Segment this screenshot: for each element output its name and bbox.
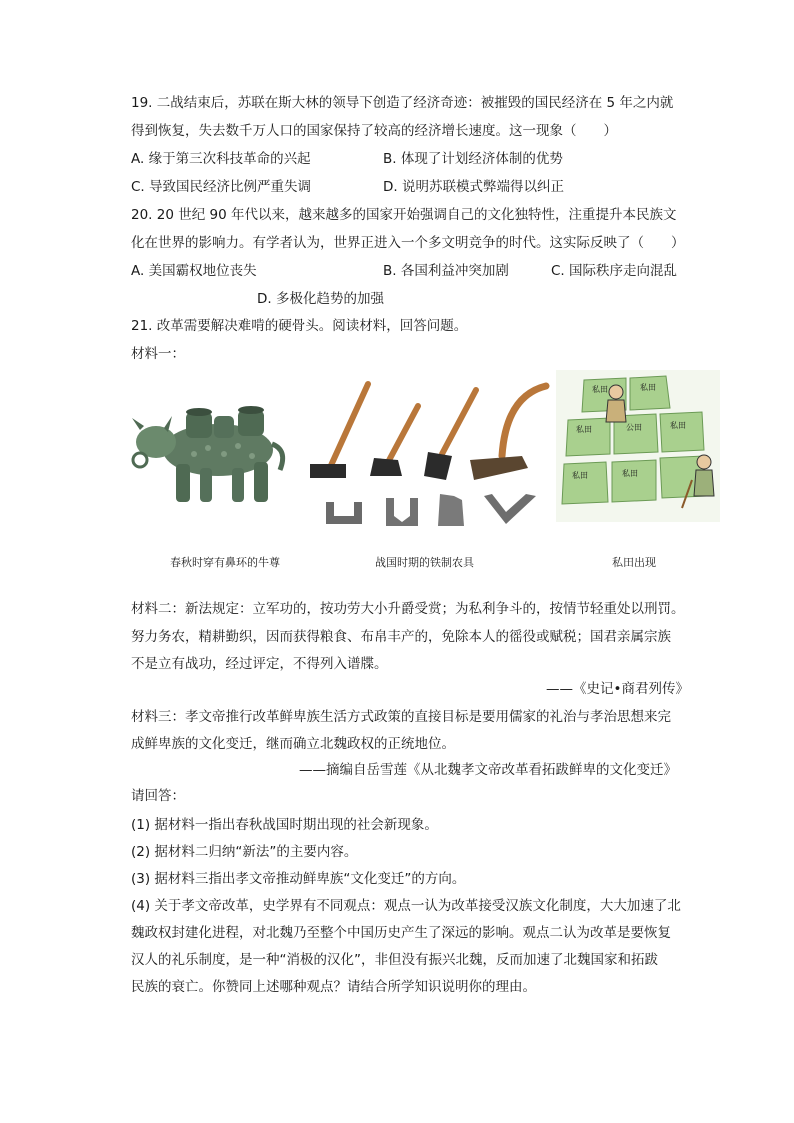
q20-option-d: D. 多极化趋势的加强 — [257, 291, 384, 307]
material-3-source: ——摘编自岳雪莲《从北魏孝文帝改革看拓跋鲜卑的文化变迁》 — [299, 762, 677, 778]
field-label-1: 私田 — [592, 385, 608, 394]
material-3-line2: 成鲜卑族的文化变迁，继而确立北魏政权的正统地位。 — [131, 736, 455, 752]
subquestion-1: (1) 据材料一指出春秋战国时期出现的社会新现象。 — [131, 817, 438, 833]
q21-intro: 21. 改革需要解决难啃的硬骨头。阅读材料，回答问题。 — [131, 318, 468, 334]
q19-stem-line1: 19. 二战结束后，苏联在斯大林的领导下创造了经济奇迹：被摧毁的国民经济在 5 年之内就 — [131, 95, 674, 111]
bronze-ox-zun-image — [128, 390, 300, 520]
field-label-2: 私田 — [640, 383, 656, 392]
subquestion-4-line1: (4) 关于孝文帝改革，史学界有不同观点：观点一认为改革接受汉族文化制度，大大加速了北 — [131, 898, 681, 914]
subquestion-2: (2) 据材料二归纳“新法”的主要内容。 — [131, 844, 358, 860]
q20-stem-line1: 20. 20 世纪 90 年代以来，越来越多的国家开始强调自己的文化独特性，注重提升本民族文 — [131, 207, 677, 223]
q19-option-c: C. 导致国民经济比例严重失调 — [131, 179, 312, 195]
field-label-7: 私田 — [622, 469, 638, 478]
material-2-line1: 材料二：新法规定：立军功的，按功劳大小升爵受赏；为私利争斗的，按情节轻重处以刑罚。 — [131, 601, 685, 617]
caption-bronze-ox: 春秋时穿有鼻环的牛尊 — [170, 556, 280, 569]
answer-prompt: 请回答： — [131, 788, 185, 804]
subquestion-4-line4: 民族的衰亡。你赞同上述哪种观点？请结合所学知识说明你的理由。 — [131, 979, 536, 995]
material-3-line1: 材料三：孝文帝推行改革鲜卑族生活方式政策的直接目标是要用儒家的礼治与孝治思想来完 — [131, 709, 671, 725]
q19-option-b: B. 体现了计划经济体制的优势 — [383, 151, 563, 167]
subquestion-4-line2: 魏政权封建化进程，对北魏乃至整个中国历史产生了深远的影响。观点二认为改革是要恢复 — [131, 925, 671, 941]
caption-private-fields: 私田出现 — [612, 556, 656, 569]
subquestion-4-line3: 汉人的礼乐制度，是一种“消极的汉化”，非但没有振兴北魏，反而加速了北魏国家和拓跋 — [131, 952, 658, 968]
q19-option-d: D. 说明苏联模式弊端得以纠正 — [383, 179, 564, 195]
q19-option-a: A. 缘于第三次科技革命的兴起 — [131, 151, 311, 167]
material-1-label: 材料一： — [131, 346, 185, 362]
field-label-5: 私田 — [670, 421, 686, 430]
q20-option-b: B. 各国利益冲突加剧 — [383, 263, 509, 279]
material-2-source: ——《史记•商君列传》 — [546, 681, 689, 697]
material-2-line3: 不是立有战功，经过评定，不得列入谱牒。 — [131, 656, 388, 672]
q20-option-c: C. 国际秩序走向混乱 — [551, 263, 678, 279]
q19-stem-line2: 得到恢复，失去数千万人口的国家保持了较高的经济增长速度。这一现象（ ） — [131, 123, 617, 139]
subquestion-3: (3) 据材料三指出孝文帝推动鲜卑族“文化变迁”的方向。 — [131, 871, 466, 887]
iron-farm-tools-image — [306, 376, 550, 534]
field-label-6: 私田 — [572, 471, 588, 480]
q20-stem-line2: 化在世界的影响力。有学者认为，世界正进入一个多文明竞争的时代。这实际反映了（ ） — [131, 235, 685, 251]
caption-iron-tools: 战国时期的铁制农具 — [375, 556, 474, 569]
q20-option-a: A. 美国霸权地位丧失 — [131, 263, 257, 279]
field-label-4: 公田 — [626, 423, 642, 432]
field-label-3: 私田 — [576, 425, 592, 434]
private-fields-image — [556, 370, 720, 522]
material-2-line2: 努力务农，精耕勤织，因而获得粮食、布帛丰产的，免除本人的徭役或赋税；国君亲属宗族 — [131, 629, 671, 645]
farmer-figure-1 — [606, 385, 626, 422]
